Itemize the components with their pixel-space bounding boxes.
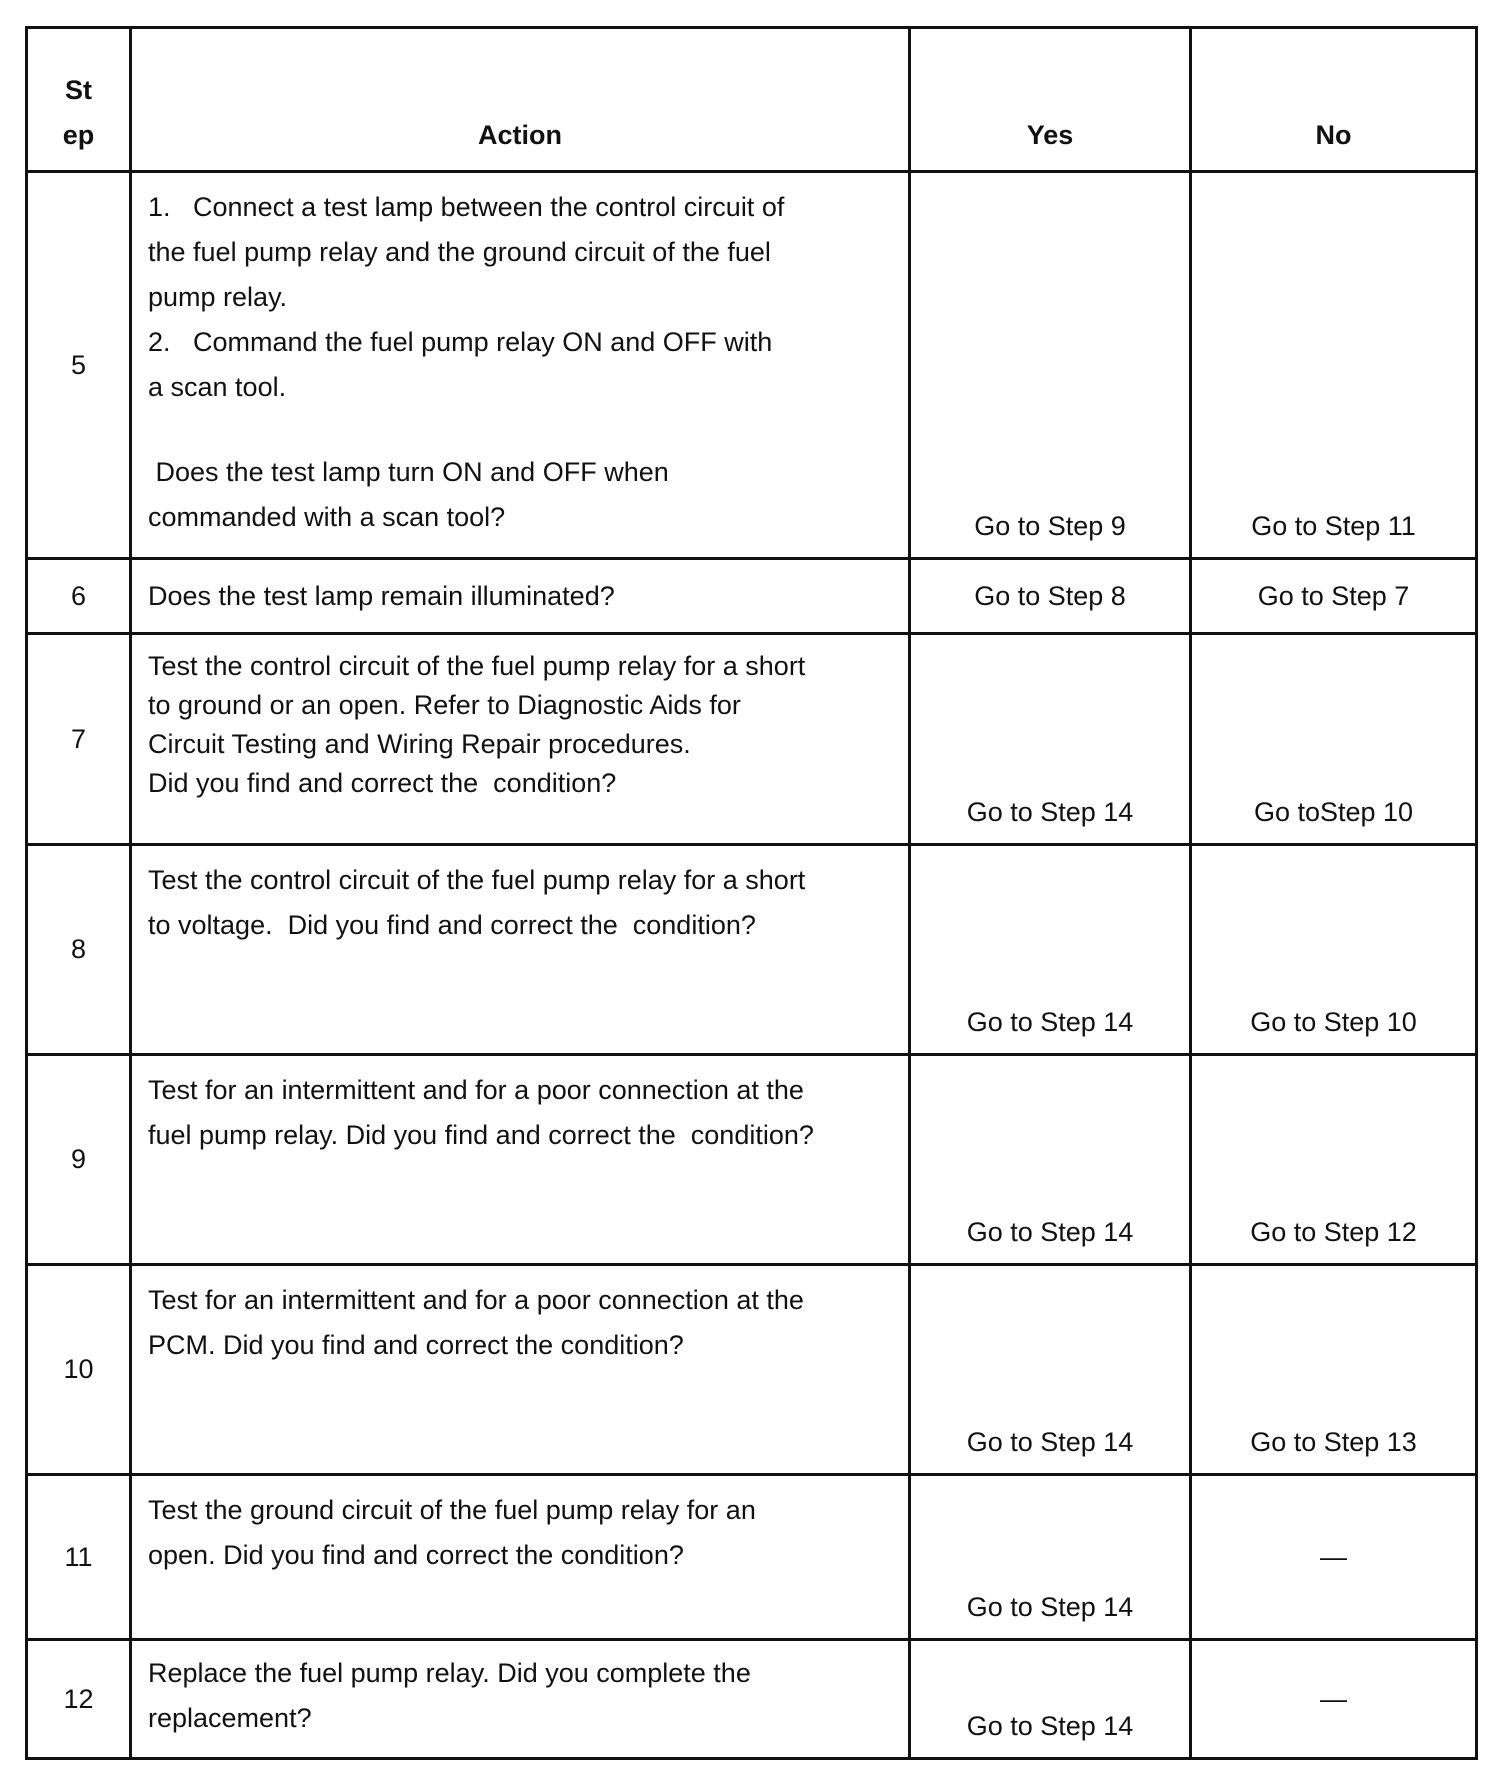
- no-cell: Go to Step 13: [1191, 1265, 1477, 1475]
- yes-cell: Go to Step 14: [910, 845, 1191, 1055]
- action-line: a scan tool.: [148, 372, 287, 402]
- action-line: pump relay.: [148, 282, 288, 312]
- action-cell: [131, 1055, 910, 1265]
- yes-cell: Go to Step 14: [910, 1475, 1191, 1640]
- yes-cell: Go to Step 8: [910, 559, 1191, 634]
- action-line: Test the control circuit of the fuel pump relay for a short: [148, 651, 806, 681]
- action-cell: [131, 1265, 910, 1475]
- table-row: [27, 845, 1477, 1055]
- no-cell: —: [1191, 1475, 1477, 1640]
- yes-cell: Go to Step 14: [910, 1055, 1191, 1265]
- header-step-line2: ep: [62, 120, 95, 150]
- action-cell: [131, 172, 910, 559]
- action-cell: [131, 845, 910, 1055]
- header-row: [27, 28, 1477, 172]
- no-cell: Go to Step 11: [1191, 172, 1477, 559]
- header-yes: Yes: [910, 28, 1191, 172]
- no-cell: Go to Step 12: [1191, 1055, 1477, 1265]
- header-step-line1: St: [65, 75, 92, 105]
- action-line: fuel pump relay. Did you find and correct the condition?: [148, 1120, 814, 1150]
- action-line: to voltage. Did you find and correct the condition?: [148, 910, 756, 940]
- action-cell: [131, 1475, 910, 1640]
- yes-cell: Go to Step 14: [910, 1265, 1191, 1475]
- action-cell: [131, 559, 910, 634]
- header-no: No: [1191, 28, 1477, 172]
- step-number: 9: [27, 1055, 131, 1265]
- action-line: PCM. Did you find and correct the condition?: [148, 1330, 684, 1360]
- yes-cell: Go to Step 14: [910, 634, 1191, 845]
- table-row: [27, 634, 1477, 845]
- question-line: Does the test lamp turn ON and OFF when: [148, 457, 669, 487]
- diagnostic-table: [25, 26, 1478, 1760]
- action-line: Does the test lamp remain illuminated?: [148, 580, 615, 611]
- action-line: 1. Connect a test lamp between the control circuit of: [148, 192, 785, 222]
- step-number: 7: [27, 634, 131, 845]
- table-row: [27, 1640, 1477, 1759]
- action-line: Test the ground circuit of the fuel pump relay for an: [148, 1495, 756, 1525]
- action-line: replacement?: [148, 1703, 312, 1733]
- step-number: 11: [27, 1475, 131, 1640]
- action-cell: [131, 1640, 910, 1759]
- action-line: Circuit Testing and Wiring Repair procedures.: [148, 729, 691, 759]
- step-number: 12: [27, 1640, 131, 1759]
- action-line: Replace the fuel pump relay. Did you complete the: [148, 1658, 751, 1688]
- table-row: [27, 172, 1477, 559]
- table-row: [27, 1265, 1477, 1475]
- yes-cell: Go to Step 9: [910, 172, 1191, 559]
- no-cell: Go toStep 10: [1191, 634, 1477, 845]
- yes-cell: Go to Step 14: [910, 1640, 1191, 1759]
- action-line: Test the control circuit of the fuel pump relay for a short: [148, 865, 806, 895]
- table-row: [27, 1475, 1477, 1640]
- table-row: [27, 559, 1477, 634]
- action-line: Did you find and correct the condition?: [148, 768, 617, 798]
- step-number: 6: [27, 559, 131, 634]
- no-cell: Go to Step 7: [1191, 559, 1477, 634]
- action-line: Test for an intermittent and for a poor connection at the: [148, 1075, 804, 1105]
- no-cell: —: [1191, 1640, 1477, 1759]
- step-number: 5: [27, 172, 131, 559]
- step-number: 10: [27, 1265, 131, 1475]
- header-step: [27, 28, 131, 172]
- header-action: Action: [131, 28, 910, 172]
- action-line: open. Did you find and correct the condition?: [148, 1540, 684, 1570]
- action-line: the fuel pump relay and the ground circuit of the fuel: [148, 237, 771, 267]
- action-cell: [131, 634, 910, 845]
- action-line: to ground or an open. Refer to Diagnostic Aids for: [148, 690, 741, 720]
- action-line: Test for an intermittent and for a poor connection at the: [148, 1285, 804, 1315]
- action-line: 2. Command the fuel pump relay ON and OFF with: [148, 327, 773, 357]
- step-number: 8: [27, 845, 131, 1055]
- table-row: [27, 1055, 1477, 1265]
- question-line: commanded with a scan tool?: [148, 502, 506, 532]
- no-cell: Go to Step 10: [1191, 845, 1477, 1055]
